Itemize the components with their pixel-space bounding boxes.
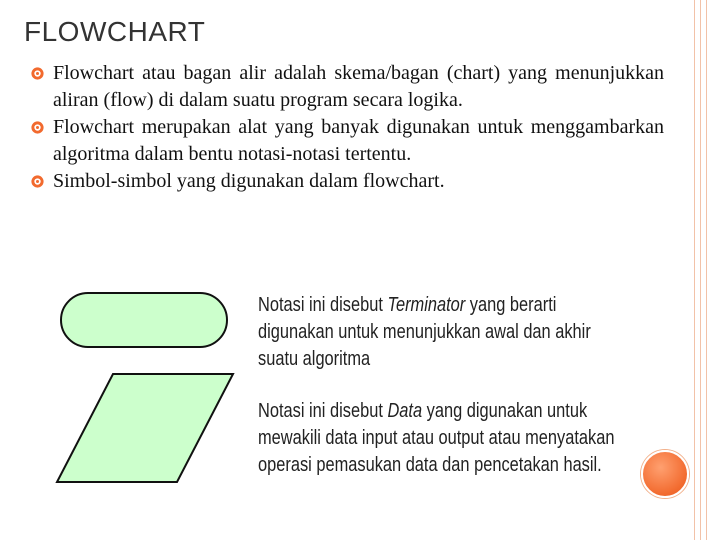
slide-title: FLOWCHART — [24, 16, 206, 47]
desc-text: yang berarti digunakan untuk menunjukkan awal dan akhir suatu algoritma — [258, 294, 591, 370]
bullet-item — [30, 114, 664, 168]
border-line — [700, 0, 701, 540]
symbol-name: Data — [387, 400, 423, 422]
border-line — [694, 0, 695, 540]
gear-icon — [30, 174, 45, 189]
bullet-text: Flowchart atau bagan alir adalah skema/bagan (chart) yang menunjukkan aliran (flow) di dalam suatu program secara logika. — [53, 62, 664, 111]
desc-text: Notasi ini disebut — [258, 400, 388, 422]
desc-text: Notasi ini disebut — [258, 294, 388, 316]
bullet-text: Simbol-simbol yang digunakan dalam flowchart. — [53, 170, 445, 192]
data-symbol — [55, 372, 235, 484]
bullet-item — [30, 168, 664, 195]
terminator-symbol — [60, 292, 228, 348]
data-description — [258, 398, 619, 479]
decorative-circle — [641, 450, 689, 498]
slide-border-decoration — [686, 0, 720, 540]
terminator-description — [258, 292, 619, 373]
gear-icon — [30, 66, 45, 81]
symbol-name: Terminator — [387, 294, 466, 316]
gear-icon — [30, 120, 45, 135]
bullet-item — [30, 60, 664, 114]
bullet-list — [30, 60, 664, 195]
desc-text: yang digunakan untuk mewakili data input atau output atau menyatakan operasi pemasukan data dan pencetakan hasil. — [258, 400, 615, 476]
border-line — [706, 0, 707, 540]
bullet-text: Flowchart merupakan alat yang banyak digunakan untuk menggambarkan algoritma dalam bentu notasi-notasi tertentu. — [53, 116, 664, 165]
